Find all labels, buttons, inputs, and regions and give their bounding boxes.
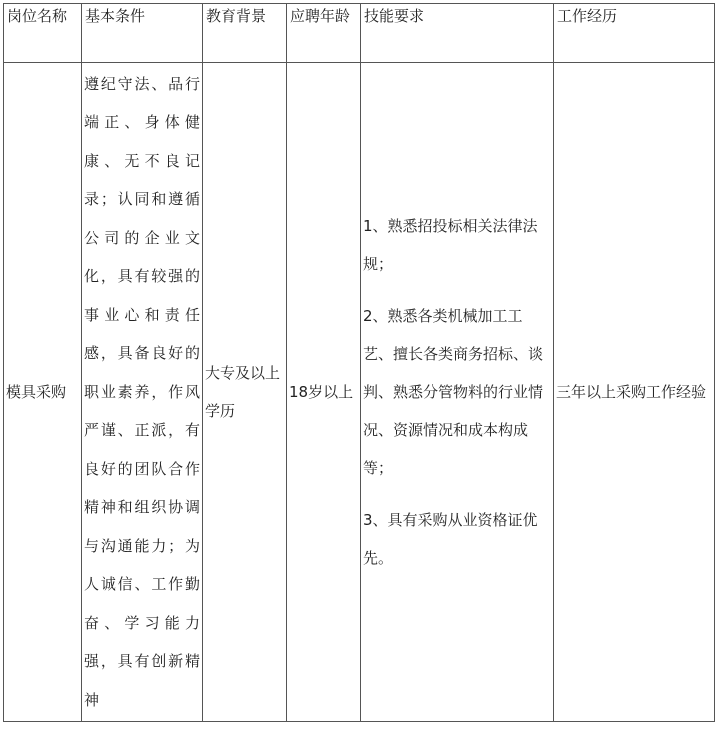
age-text: 18岁以上 bbox=[289, 383, 354, 401]
position-text: 模具采购 bbox=[6, 383, 67, 401]
education-text: 大专及以上学历 bbox=[205, 364, 281, 420]
job-requirements-table bbox=[3, 3, 715, 722]
table-row bbox=[4, 63, 715, 722]
skill-item-1: 1、熟悉招投标相关法律法规； bbox=[363, 217, 538, 273]
cell-experience bbox=[554, 63, 715, 722]
cell-education bbox=[203, 63, 287, 722]
cell-position bbox=[4, 63, 82, 722]
header-skills: 技能要求 bbox=[361, 4, 554, 63]
header-age: 应聘年龄 bbox=[287, 4, 361, 63]
skill-item-3: 3、具有采购从业资格证优先。 bbox=[363, 511, 538, 567]
cell-age bbox=[287, 63, 361, 722]
header-education: 教育背景 bbox=[203, 4, 287, 63]
table-header-row bbox=[4, 4, 715, 63]
cell-skills bbox=[361, 63, 554, 722]
header-conditions: 基本条件 bbox=[82, 4, 203, 63]
skills-list bbox=[361, 207, 553, 577]
skill-item-2: 2、熟悉各类机械加工工艺、擅长各类商务招标、谈判、熟悉分管物料的行业情况、资源情况和成本构成等； bbox=[363, 307, 544, 477]
experience-text: 三年以上采购工作经验 bbox=[556, 383, 707, 401]
conditions-text: 遵纪守法、品行端正、身体健康、无不良记录；认同和遵循公司的企业文化，具有较强的事业心和责任感，具备良好的职业素养，作风严谨、正派，有良好的团队合作精神和组织协调与沟通能力；为人诚信、工作勤奋、学习能力强，具有创新精神 bbox=[84, 74, 200, 709]
header-experience: 工作经历 bbox=[554, 4, 715, 63]
cell-conditions bbox=[82, 63, 203, 722]
header-position: 岗位名称 bbox=[4, 4, 82, 63]
